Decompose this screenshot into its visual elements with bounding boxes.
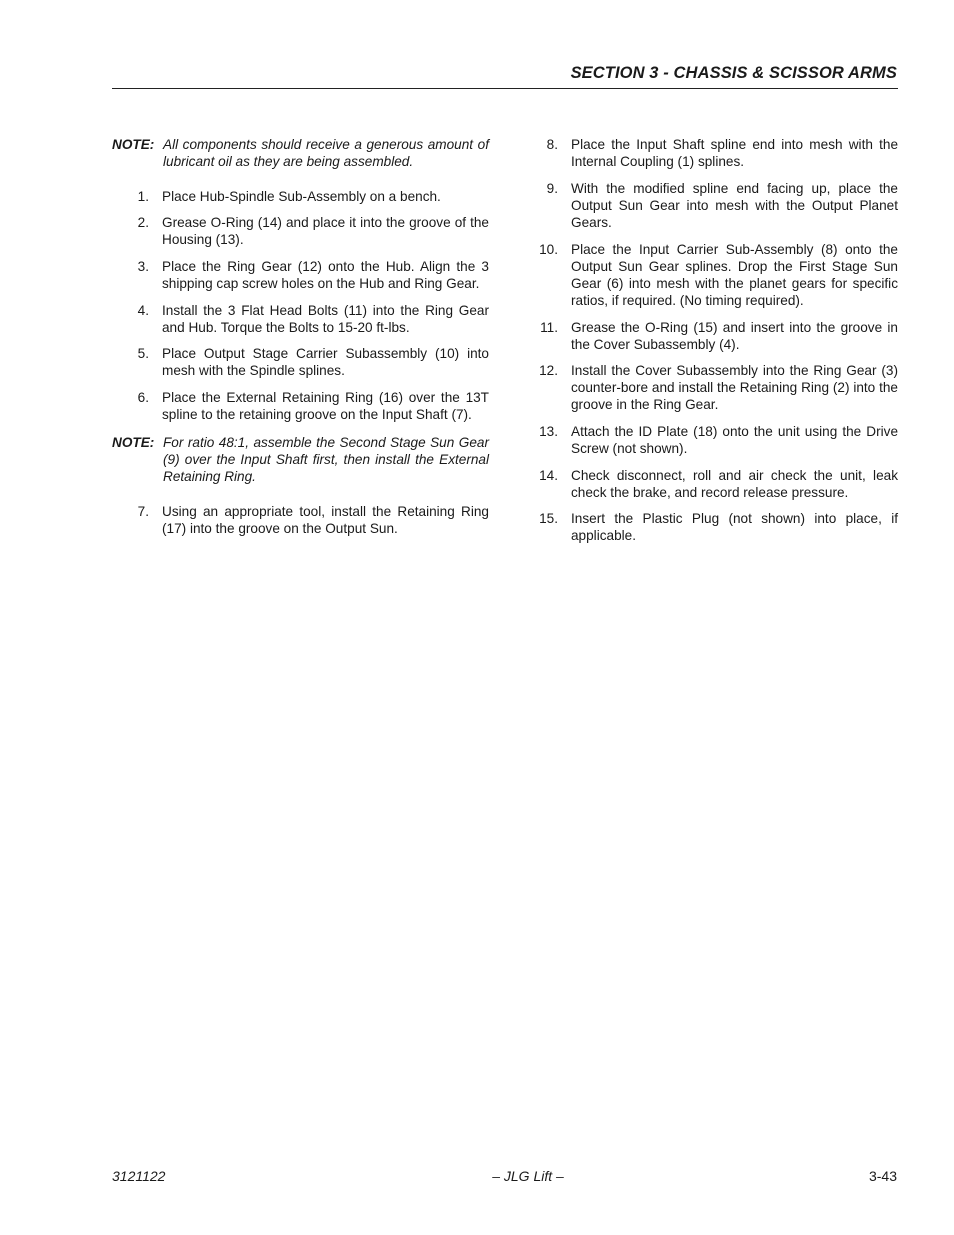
step-number: 6. [137, 390, 149, 405]
step-8 [522, 136, 898, 170]
step-1 [112, 188, 489, 205]
step-11 [522, 319, 898, 353]
right-column [522, 136, 898, 544]
step-10 [522, 241, 898, 309]
step-4 [112, 302, 489, 336]
note-ratio [112, 434, 489, 485]
note-text: All components should receive a generous amount of lubricant oil as they are being assembled. [163, 137, 489, 169]
step-6 [112, 389, 489, 423]
step-number: 15. [539, 511, 558, 526]
step-13 [522, 423, 898, 457]
step-number: 1. [137, 189, 149, 204]
step-text: Install the 3 Flat Head Bolts (11) into the Ring Gear and Hub. Torque the Bolts to 15-20 ft-lbs. [162, 303, 489, 335]
step-number: 4. [137, 303, 149, 318]
step-number: 13. [539, 424, 558, 439]
step-number: 10. [539, 242, 558, 257]
step-number: 11. [540, 320, 558, 335]
step-14 [522, 467, 898, 501]
step-text: Grease O-Ring (14) and place it into the groove of the Housing (13). [162, 215, 489, 247]
footer-doc-number: 3121122 [112, 1168, 166, 1184]
step-number: 14. [539, 468, 558, 483]
step-number: 5. [137, 346, 149, 361]
step-text: Attach the ID Plate (18) onto the unit using the Drive Screw (not shown). [571, 424, 898, 456]
step-5 [112, 345, 489, 379]
step-text: Install the Cover Subassembly into the Ring Gear (3) counter-bore and install the Retaining Ring (2) into the groove in the Ring Gear. [571, 363, 898, 412]
step-number: 8. [546, 137, 558, 152]
step-12 [522, 362, 898, 413]
note-lubricant [112, 136, 489, 170]
left-column [112, 136, 489, 537]
step-15 [522, 510, 898, 544]
step-text: Grease the O-Ring (15) and insert into the groove in the Cover Subassembly (4). [571, 320, 898, 352]
step-2 [112, 214, 489, 248]
step-text: Place the Ring Gear (12) onto the Hub. Align the 3 shipping cap screw holes on the Hub and Ring Gear. [162, 259, 489, 291]
step-7 [112, 503, 489, 537]
step-text: Place Output Stage Carrier Subassembly (10) into mesh with the Spindle splines. [162, 346, 489, 378]
step-3 [112, 258, 489, 292]
step-number: 9. [546, 181, 558, 196]
header-rule [112, 88, 898, 89]
footer-publisher: – JLG Lift – [492, 1168, 564, 1184]
note-label: NOTE: [112, 435, 155, 450]
note-text: For ratio 48:1, assemble the Second Stage Sun Gear (9) over the Input Shaft first, then install the External Retaining Ring. [163, 435, 489, 484]
footer-page-number: 3-43 [868, 1168, 897, 1184]
step-9 [522, 180, 898, 231]
step-number: 12. [539, 363, 558, 378]
step-number: 3. [137, 259, 149, 274]
step-text: Place Hub-Spindle Sub-Assembly on a bench. [162, 189, 441, 204]
step-number: 7. [137, 504, 149, 519]
step-text: Insert the Plastic Plug (not shown) into place, if applicable. [571, 511, 898, 543]
note-label: NOTE: [112, 137, 155, 152]
step-number: 2. [137, 215, 149, 230]
step-text: Check disconnect, roll and air check the unit, leak check the brake, and record release pressure. [571, 468, 898, 500]
step-text: Using an appropriate tool, install the Retaining Ring (17) into the groove on the Output Sun. [162, 504, 489, 536]
section-title: SECTION 3 - CHASSIS & SCISSOR ARMS [570, 64, 897, 82]
step-text: Place the Input Carrier Sub-Assembly (8) onto the Output Sun Gear splines. Drop the First Stage Sun Gear (6) into mesh with the planet gears for specific ratios, if required. (No timing required). [571, 242, 898, 308]
step-text: Place the Input Shaft spline end into mesh with the Internal Coupling (1) splines. [571, 137, 898, 169]
step-text: With the modified spline end facing up, place the Output Sun Gear into mesh with the Output Planet Gears. [571, 181, 898, 230]
step-text: Place the External Retaining Ring (16) over the 13T spline to the retaining groove on the Input Shaft (7). [162, 390, 489, 422]
